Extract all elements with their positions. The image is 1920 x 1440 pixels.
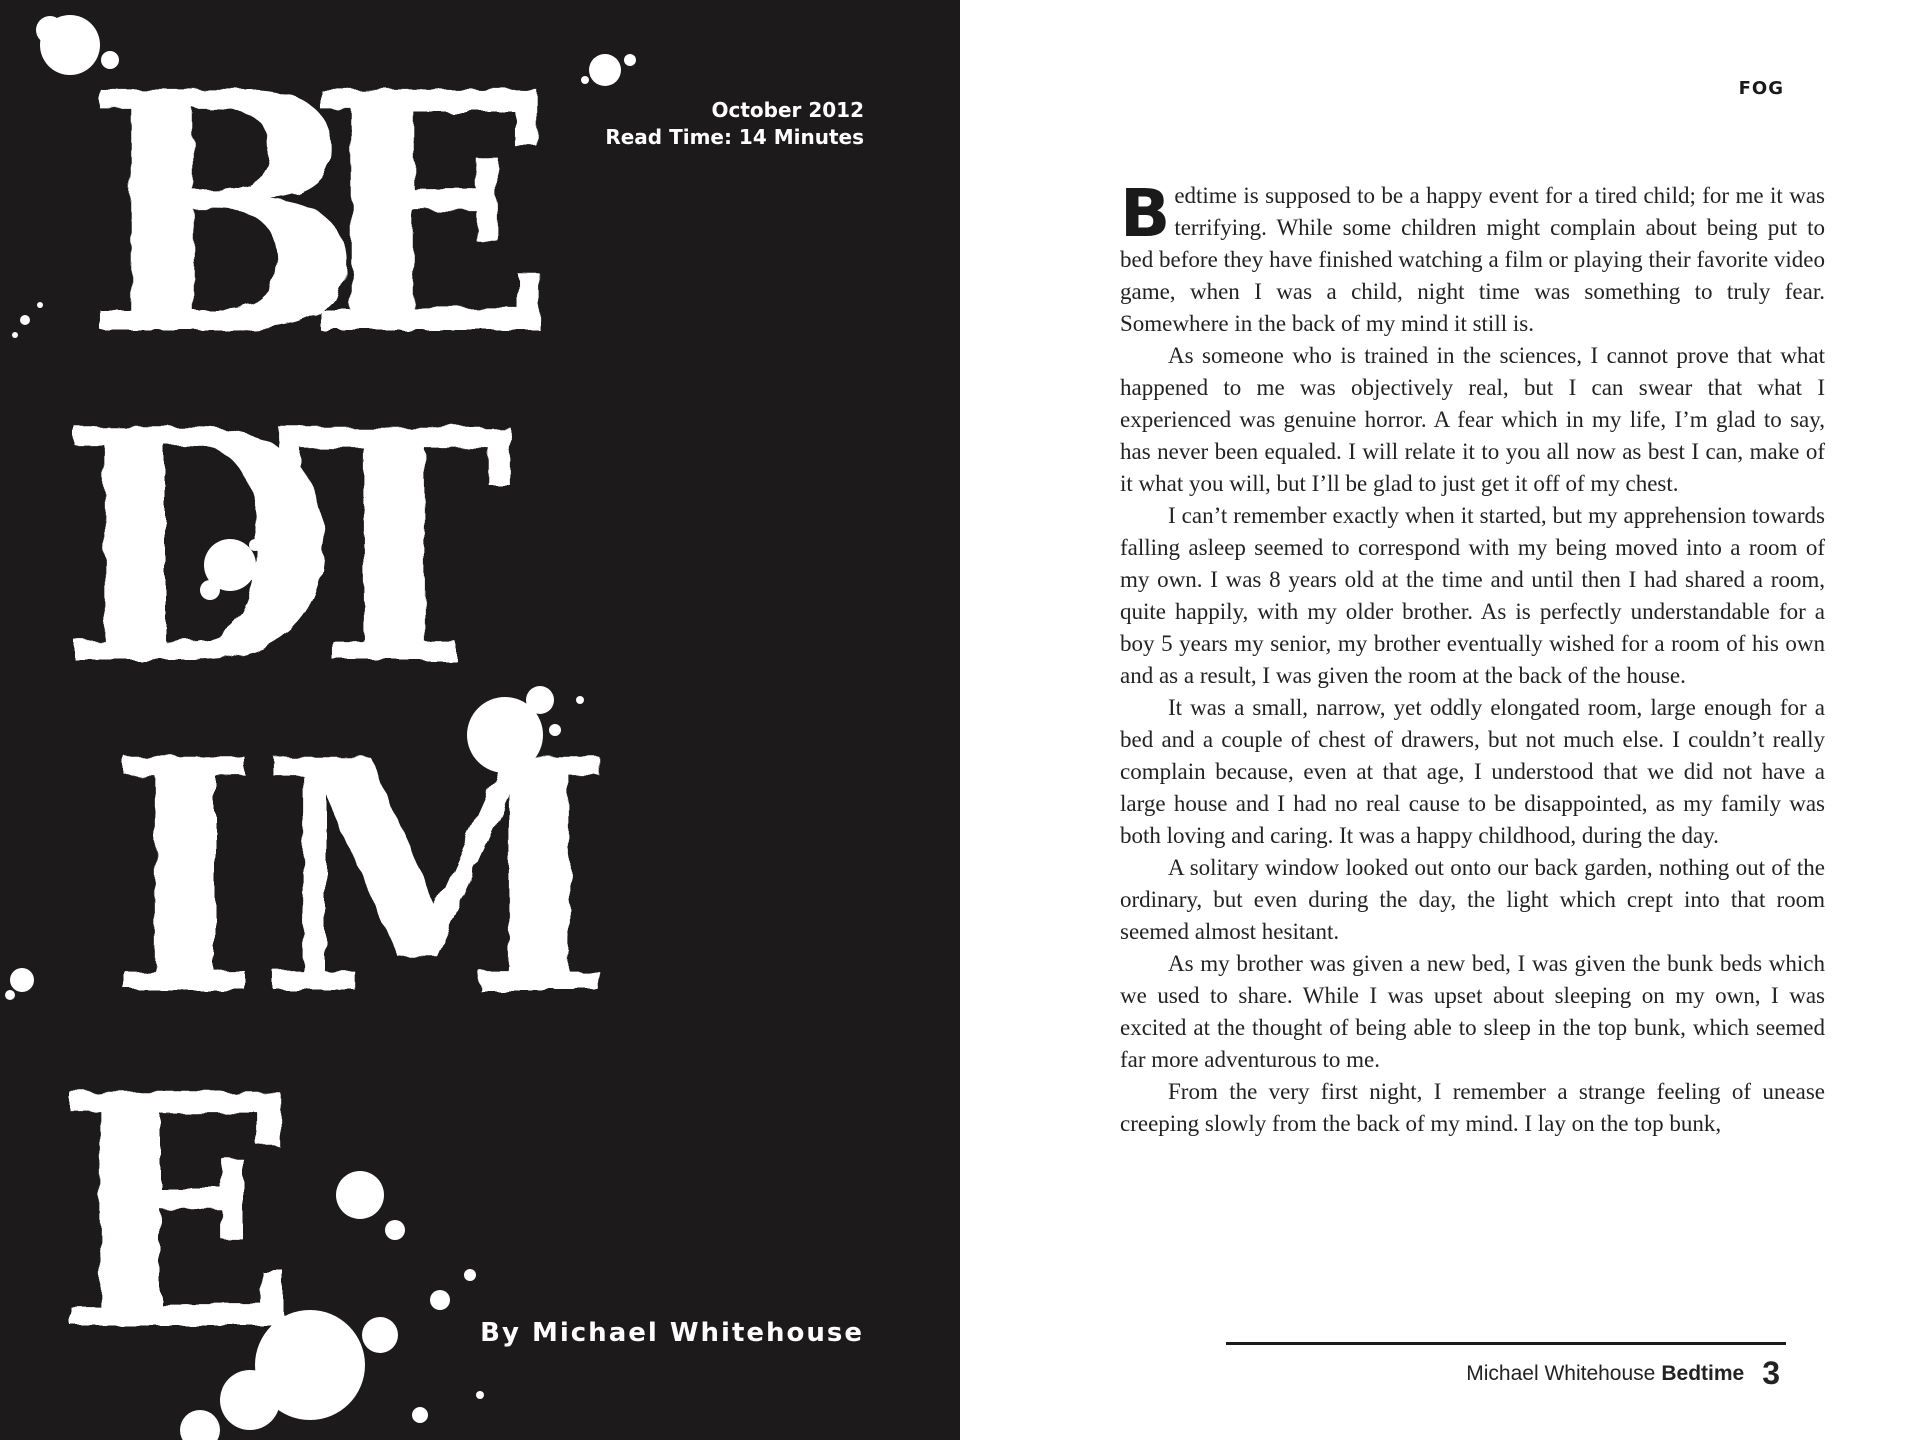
page-footer (1466, 1355, 1780, 1392)
page-number: 3 (1762, 1355, 1780, 1391)
article-body (1120, 175, 1825, 1140)
footer-story-title: Bedtime (1661, 1361, 1745, 1385)
read-time: Read Time: 14 Minutes (605, 125, 864, 149)
footer-author: Michael Whitehouse (1466, 1361, 1656, 1385)
paragraph: It was a small, narrow, yet oddly elongated room, large enough for a bed and a couple of chest of drawers, but not much else. I couldn’t really complain because, even at that age, I understood that we did not have a large house and I had no real cause to be disappointed, as my family was both loving and caring. It was a happy childhood, during the day. (1120, 695, 1825, 848)
byline: By Michael Whitehouse (480, 1318, 864, 1348)
title-letter-e: E (305, 20, 557, 408)
drop-cap: B (1120, 175, 1171, 252)
title-letter-d: D (60, 361, 338, 736)
publication-date: October 2012 (711, 98, 864, 122)
paragraph: As someone who is trained in the sciences, I cannot prove that what happened to me was objectively real, but I can swear that what I experienced was genuine horror. A fear which in my life, I’m glad to say, has never been equaled. I will relate it to you all now as best I can, make of it what you will, but I’ll be glad to just get it off of my chest. (1120, 343, 1825, 496)
right-page-article (960, 0, 1920, 1440)
title-letter-b: B (85, 20, 364, 408)
paragraph: From the very first night, I remember a strange feeling of unease creeping slowly from the back of my mind. I lay on the top bunk, (1120, 1079, 1825, 1136)
paragraph: I can’t remember exactly when it started, but my apprehension towards falling asleep seemed to correspond with my being moved into a room of my own. I was 8 years old at the time and until then I had shared a room, quite happily, with my older brother. As is perfectly understandable for a boy 5 years my senior, my brother eventually wished for a room of his own and as a result, I was given the room at the back of the house. (1120, 503, 1825, 688)
paragraph: A solitary window looked out onto our back garden, nothing out of the ordinary, but even during the day, the light which crept into that room seemed almost hesitant. (1120, 855, 1825, 944)
paragraph-1-text: edtime is supposed to be a happy event for a tired child; for me it was terrifying. While some children might complain about being put to bed before they have finished watching a film or playing their favorite video game, when I was a child, night time was something to truly fear. Somewhere in the back of my mind it still is. (1120, 183, 1825, 336)
paragraph-1 (1120, 175, 1825, 340)
paragraph: As my brother was given a new bed, I was given the bunk beds which we used to share. While I was upset about sleeping on my own, I was excited at the thought of being able to sleep in the top bunk, which seemed far more adventurous to me. (1120, 951, 1825, 1072)
title-letter-i: I (110, 691, 260, 1066)
title-letter-e2: E (55, 1026, 299, 1401)
running-head: FOG (1738, 78, 1784, 99)
footer-rule (1226, 1342, 1786, 1345)
title-letter-m: M (260, 691, 615, 1066)
title-letter-t: T (275, 361, 514, 736)
article-meta (605, 97, 864, 151)
